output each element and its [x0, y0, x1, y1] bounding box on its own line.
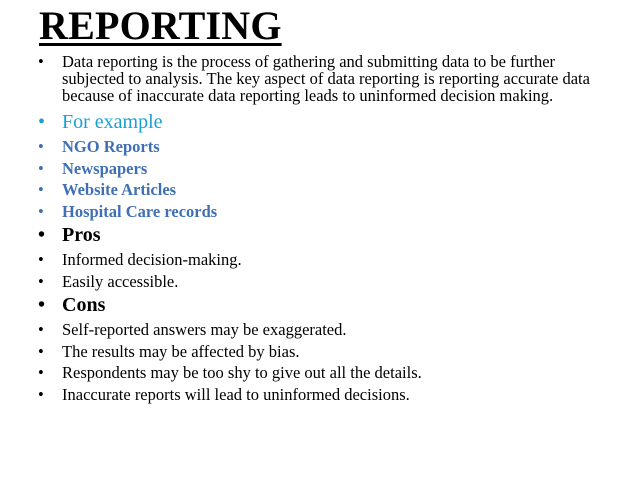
example-heading: For example	[62, 111, 163, 133]
bullet-icon: •	[38, 111, 46, 133]
bullet-icon: •	[38, 250, 44, 269]
list-item-con	[0, 319, 638, 341]
bullet-icon: •	[38, 320, 44, 339]
bullet-icon: •	[38, 158, 44, 178]
con-item: Inaccurate reports will lead to uninformed decisions.	[62, 384, 410, 404]
pro-item: Informed decision-making.	[62, 250, 242, 269]
cons-heading: Cons	[62, 294, 106, 316]
bullet-icon: •	[38, 363, 44, 382]
example-item: Website Articles	[62, 180, 177, 199]
bullet-icon: •	[38, 271, 44, 291]
list-item-con	[0, 341, 638, 363]
bullet-list	[0, 53, 638, 405]
con-item: Respondents may be too shy to give out all the details.	[62, 363, 422, 382]
list-item-example	[0, 179, 638, 201]
list-item-con	[0, 384, 638, 406]
example-item: Newspapers	[62, 158, 148, 178]
list-item-example	[0, 158, 638, 180]
list-item-example-heading	[0, 110, 638, 134]
list-item-intro	[0, 53, 638, 104]
bullet-icon: •	[38, 224, 46, 246]
bullet-icon: •	[38, 137, 44, 156]
list-item-pros-heading	[0, 223, 638, 247]
list-item-example	[0, 136, 638, 158]
list-item-example	[0, 201, 638, 223]
list-item-cons-heading	[0, 293, 638, 317]
con-item: The results may be affected by bias.	[62, 341, 300, 361]
list-item-pro	[0, 271, 638, 293]
list-item-con	[0, 362, 638, 384]
slide-title: REPORTING	[39, 3, 282, 48]
bullet-icon: •	[38, 180, 44, 199]
bullet-icon: •	[38, 294, 46, 316]
example-item: Hospital Care records	[62, 201, 218, 221]
bullet-icon: •	[38, 384, 44, 404]
con-item: Self-reported answers may be exaggerated.	[62, 320, 347, 339]
bullet-icon: •	[38, 201, 44, 221]
intro-text: Data reporting is the process of gathering and submitting data to be further subjected to analysis. The key aspect of data reporting is reporting accurate data because of inaccurate data reporting leads to uninformed decision making.	[62, 52, 590, 105]
pro-item: Easily accessible.	[62, 271, 179, 291]
example-item: NGO Reports	[62, 137, 160, 156]
list-item-pro	[0, 249, 638, 271]
pros-heading: Pros	[62, 224, 101, 246]
bullet-icon: •	[38, 341, 44, 361]
bullet-icon: •	[38, 52, 44, 71]
